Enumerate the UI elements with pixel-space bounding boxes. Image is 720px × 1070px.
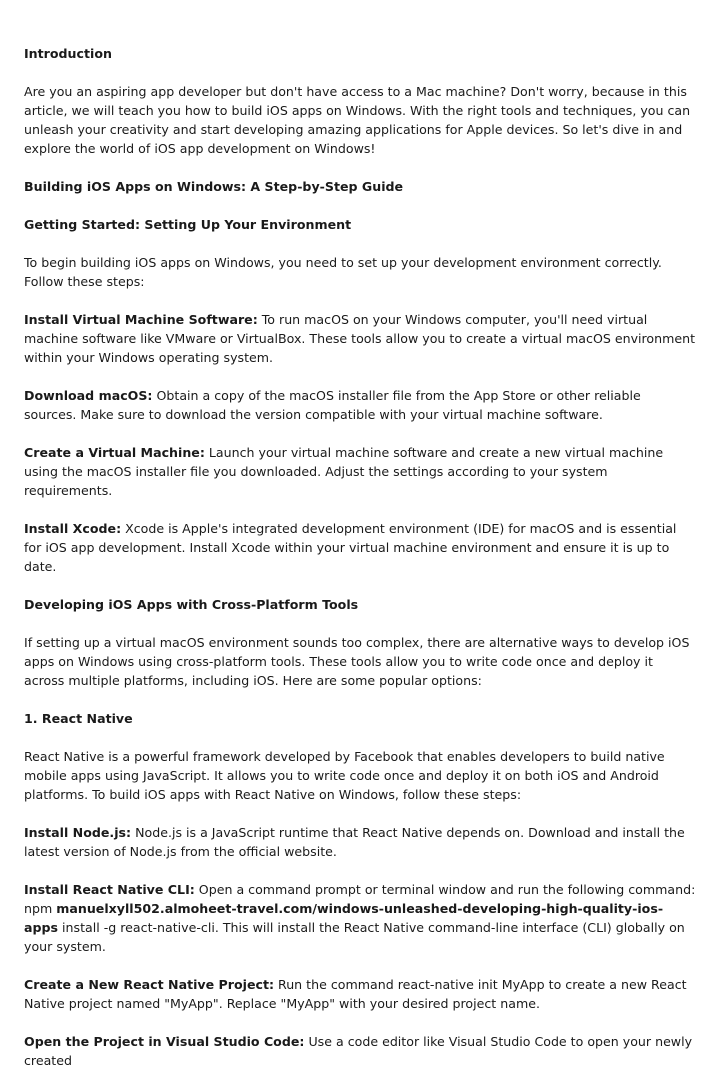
intro-heading: Introduction bbox=[24, 46, 112, 61]
step-text: Obtain a copy of the macOS installer file from the App Store or other reliable sources. Make sure to download the version compatible with your virtual machine software. bbox=[24, 388, 641, 422]
step-install-rn-cli bbox=[24, 880, 696, 956]
step-text: Launch your virtual machine software and create a new virtual machine using the macOS installer file you downloaded. Adjust the settings according to your system requirements. bbox=[24, 445, 664, 498]
step-install-xcode bbox=[24, 519, 696, 576]
step-text: Xcode is Apple's integrated development environment (IDE) for macOS and is essential for iOS app development. Install Xcode within your virtual machine environment and ensure it is up to date. bbox=[24, 521, 677, 574]
step-text: Use a code editor like Visual Studio Code to open your newly created bbox=[24, 1034, 693, 1068]
step-title: Install React Native CLI: bbox=[24, 882, 195, 897]
step-create-project bbox=[24, 975, 696, 1013]
step-title: Create a Virtual Machine: bbox=[24, 445, 205, 460]
step-text: Node.js is a JavaScript runtime that React Native depends on. Download and install the latest version of Node.js from the official website. bbox=[24, 825, 685, 859]
step-create-vm bbox=[24, 443, 696, 500]
step-open-vscode bbox=[24, 1032, 696, 1070]
step-title: Create a New React Native Project: bbox=[24, 977, 275, 992]
step-title: Open the Project in Visual Studio Code: bbox=[24, 1034, 305, 1049]
step-title: Install Virtual Machine Software: bbox=[24, 312, 258, 327]
cross-platform-heading: Developing iOS Apps with Cross-Platform Tools bbox=[24, 597, 359, 612]
step-title: Install Xcode: bbox=[24, 521, 122, 536]
step-title: Install Node.js: bbox=[24, 825, 132, 840]
environment-heading: Getting Started: Setting Up Your Environment bbox=[24, 217, 352, 232]
environment-intro: To begin building iOS apps on Windows, you need to set up your development environment correctly. Follow these steps: bbox=[24, 255, 662, 289]
step-download-macos bbox=[24, 386, 696, 424]
step-title: Download macOS: bbox=[24, 388, 153, 403]
inline-link[interactable]: manuelxyll502.almoheet-travel.com/windows-unleashed-developing-high-quality-ios-apps bbox=[24, 901, 664, 935]
step-text: To run macOS on your Windows computer, you'll need virtual machine software like VMware or VirtualBox. These tools allow you to create a virtual macOS environment within your Windows operating system. bbox=[24, 312, 696, 365]
react-native-intro: React Native is a powerful framework developed by Facebook that enables developers to build native mobile apps using JavaScript. It allows you to write code once and deploy it on both iOS and Android platforms. To build iOS apps with React Native on Windows, follow these steps: bbox=[24, 749, 665, 802]
step-install-node bbox=[24, 823, 696, 861]
step-install-vm bbox=[24, 310, 696, 367]
step-text: Open a command prompt or terminal window and run the following command: npm bbox=[24, 882, 696, 916]
step-text: Run the command react-native init MyApp to create a new React Native project named "MyApp". Replace "MyApp" with your desired project name. bbox=[24, 977, 687, 1011]
guide-heading: Building iOS Apps on Windows: A Step-by-Step Guide bbox=[24, 179, 404, 194]
react-native-heading: 1. React Native bbox=[24, 711, 133, 726]
cross-platform-intro: If setting up a virtual macOS environment sounds too complex, there are alternative ways to develop iOS apps on Windows using cross-platform tools. These tools allow you to write code once and deploy it across multiple platforms, including iOS. Here are some popular options: bbox=[24, 635, 690, 688]
intro-paragraph: Are you an aspiring app developer but don't have access to a Mac machine? Don't worry, because in this article, we will teach you how to build iOS apps on Windows. With the right tools and techniques, you can unleash your creativity and start developing amazing applications for Apple devices. So let's dive in and explore the world of iOS app development on Windows! bbox=[24, 84, 691, 156]
step-text: install -g react-native-cli. This will install the React Native command-line interface (CLI) globally on your system. bbox=[24, 920, 685, 954]
